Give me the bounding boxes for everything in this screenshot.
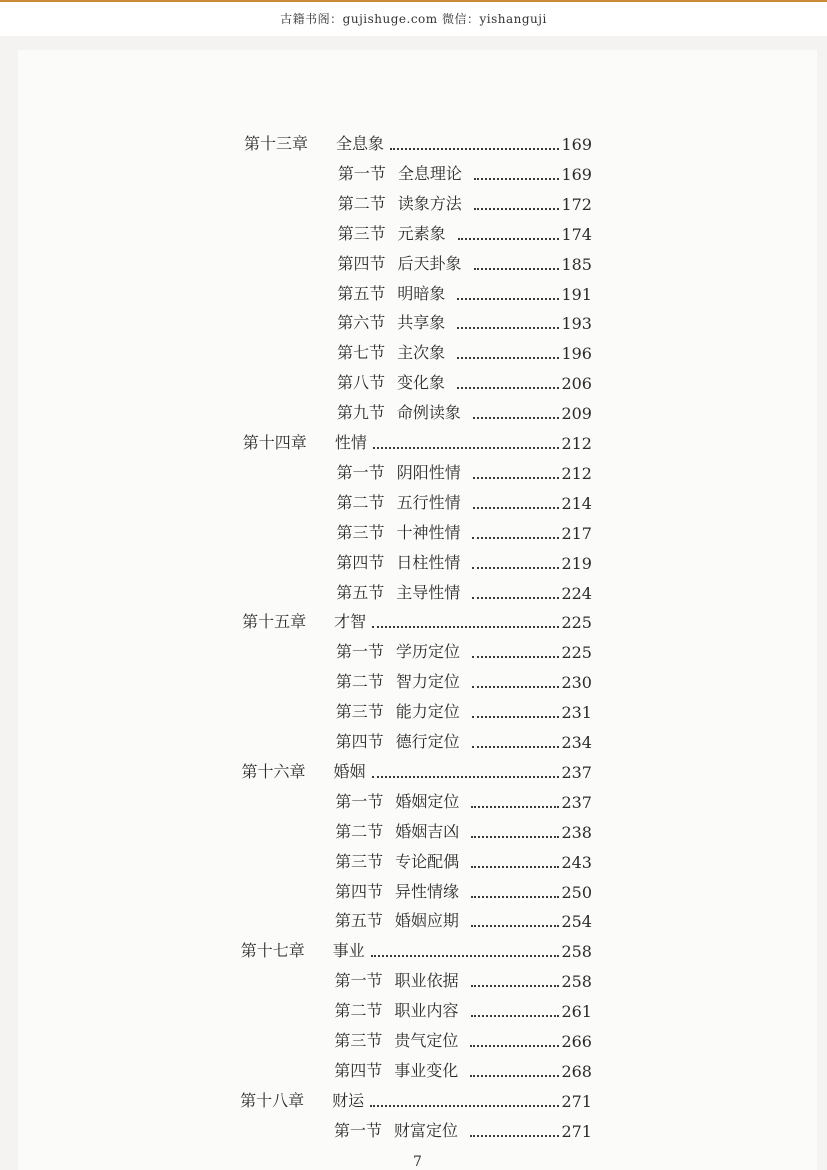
page-ref: 258 [561, 942, 592, 962]
page-ref: 258 [561, 972, 592, 992]
dot-leader [473, 505, 560, 509]
chapter-number: 第十四章 [242, 433, 307, 452]
dot-leader [390, 146, 559, 150]
section-number: 第二节 [335, 821, 384, 841]
page-ref: 224 [561, 583, 592, 603]
section-title: 职业依据 [394, 971, 459, 991]
page-number: 7 [413, 1154, 422, 1170]
section-number: 第四节 [335, 732, 384, 751]
page-ref: 250 [561, 882, 592, 902]
dot-leader [472, 654, 559, 658]
section-title: 阴阳性情 [396, 462, 461, 482]
page-ref: 185 [561, 254, 592, 274]
section-number: 第八节 [337, 373, 386, 393]
dot-leader [474, 206, 560, 210]
section-title: 婚姻吉凶 [395, 821, 460, 841]
dot-leader [457, 385, 559, 389]
section-title: 婚姻应期 [394, 911, 459, 931]
section-title: 专论配偶 [395, 851, 460, 871]
section-title: 学历定位 [395, 642, 460, 662]
toc-section-row [335, 814, 592, 842]
page-ref: 172 [561, 194, 592, 214]
toc-section-row [338, 246, 592, 274]
toc-section-row [338, 216, 592, 244]
dot-leader [472, 565, 559, 569]
dot-leader [473, 475, 560, 479]
toc-section-row [335, 993, 592, 1021]
section-title: 异性情缘 [395, 881, 460, 901]
page-ref: 214 [561, 493, 592, 513]
toc-chapter-row [241, 754, 592, 782]
page-ref: 219 [561, 553, 592, 573]
chapter-number: 第十五章 [242, 612, 307, 632]
section-title: 德行定位 [395, 732, 460, 751]
chapter-number: 第十七章 [240, 941, 305, 961]
section-title: 主次象 [397, 343, 446, 363]
page-ref: 237 [561, 762, 592, 782]
section-title: 贵气定位 [394, 1031, 459, 1050]
toc-section-row [338, 156, 592, 184]
page-ref: 196 [561, 344, 592, 364]
chapter-title: 财运 [332, 1090, 365, 1110]
page-ref: 212 [561, 434, 592, 453]
dot-leader [471, 923, 560, 927]
dot-leader [371, 953, 560, 957]
section-number: 第七节 [337, 343, 386, 363]
page-ref: 191 [561, 284, 592, 304]
section-number: 第一节 [334, 971, 383, 991]
section-title: 命例读象 [396, 403, 461, 423]
section-title: 后天卦象 [397, 253, 462, 273]
section-title: 智力定位 [395, 672, 460, 692]
section-number: 第二节 [335, 672, 384, 692]
chapter-title: 性情 [334, 433, 367, 452]
dot-leader [473, 415, 560, 419]
toc-section-row [334, 1053, 592, 1081]
toc-chapter-row [241, 933, 592, 961]
section-number: 第四节 [336, 552, 385, 572]
dot-leader [472, 714, 560, 718]
dot-leader [372, 774, 560, 778]
section-number: 第一节 [336, 462, 385, 482]
toc-section-row [334, 1113, 592, 1141]
dot-leader [474, 266, 560, 270]
chapter-number: 第十八章 [240, 1090, 305, 1110]
chapter-title: 全息象 [336, 134, 385, 153]
dot-leader [471, 834, 559, 838]
page-ref: 206 [561, 374, 592, 394]
section-number: 第二节 [336, 492, 385, 512]
section-number: 第四节 [335, 881, 384, 901]
section-title: 职业内容 [394, 1001, 459, 1021]
section-number: 第三节 [335, 851, 384, 871]
section-title: 读象方法 [397, 193, 462, 213]
toc-section-row [335, 903, 592, 931]
dot-leader [457, 355, 559, 359]
toc-chapter-row [240, 1083, 592, 1111]
section-title: 十神性情 [396, 522, 461, 542]
dot-leader [472, 535, 559, 539]
page-ref: 169 [561, 135, 592, 154]
page-ref: 271 [561, 1091, 592, 1111]
section-title: 元素象 [397, 223, 446, 243]
section-number: 第一节 [335, 642, 384, 662]
page-ref: 237 [561, 792, 592, 812]
page-ref: 231 [561, 703, 592, 723]
section-number: 第九节 [336, 403, 385, 423]
section-number: 第三节 [335, 702, 384, 722]
toc-section-row [336, 634, 592, 662]
page-ref: 193 [561, 314, 592, 334]
section-title: 全息理论 [397, 163, 462, 183]
section-number: 第二节 [334, 1001, 383, 1021]
table-of-contents [18, 50, 817, 1170]
dot-leader [471, 1013, 560, 1017]
section-title: 财富定位 [394, 1120, 459, 1140]
dot-leader [457, 325, 559, 329]
toc-section-row [335, 963, 592, 991]
page-ref: 254 [561, 912, 592, 932]
page-ref: 268 [561, 1061, 592, 1081]
section-title: 能力定位 [395, 702, 460, 722]
toc-chapter-row [242, 604, 592, 632]
section-number: 第五节 [334, 911, 383, 931]
toc-section-row [336, 575, 592, 603]
toc-section-row [337, 335, 592, 363]
page-ref: 217 [561, 523, 592, 543]
dot-leader [474, 176, 560, 180]
section-number: 第五节 [336, 582, 385, 602]
chapter-title: 婚姻 [333, 761, 366, 781]
section-number: 第一节 [337, 163, 386, 183]
toc-section-row [336, 664, 592, 692]
toc-section-row [337, 305, 592, 333]
section-title: 日柱性情 [396, 552, 461, 572]
toc-section-row [338, 186, 592, 214]
section-title: 主导性情 [396, 582, 461, 602]
dot-leader [372, 624, 559, 628]
toc-section-row [335, 874, 592, 902]
watermark-text: 古籍书阁：gujishuge.com 微信：yishanguji [280, 12, 547, 26]
section-title: 五行性情 [396, 492, 461, 512]
toc-section-row [336, 694, 592, 722]
section-number: 第五节 [337, 283, 386, 303]
section-title: 变化象 [397, 373, 446, 393]
page-ref: 225 [561, 613, 592, 633]
toc-section-row [335, 844, 592, 872]
toc-section-row [336, 515, 592, 543]
toc-section-row [335, 784, 592, 812]
dot-leader [472, 744, 560, 748]
chapter-title: 事业 [332, 941, 365, 961]
section-number: 第一节 [335, 791, 384, 811]
toc-section-row [337, 455, 592, 483]
dot-leader [370, 1103, 559, 1107]
toc-section-row [336, 724, 592, 752]
dot-leader [458, 236, 560, 240]
section-number: 第三节 [334, 1031, 383, 1050]
page-ref: 234 [561, 733, 592, 752]
page-ref: 230 [561, 673, 592, 693]
toc-section-row [337, 365, 592, 393]
toc-chapter-row [243, 425, 592, 453]
section-number: 第一节 [334, 1120, 383, 1140]
dot-leader [472, 684, 560, 688]
section-number: 第三节 [336, 522, 385, 542]
dot-leader [470, 1043, 559, 1047]
dot-leader [470, 1133, 559, 1137]
dot-leader [471, 894, 559, 898]
toc-section-row [337, 395, 592, 423]
page-ref: 212 [561, 463, 592, 483]
section-number: 第二节 [337, 193, 386, 213]
section-title: 事业变化 [394, 1060, 459, 1080]
page-ref: 243 [561, 852, 592, 872]
header-bar [0, 0, 827, 36]
dot-leader [373, 445, 560, 449]
toc-chapter-row [244, 126, 592, 154]
section-title: 明暗象 [397, 283, 446, 303]
page-ref: 238 [561, 822, 592, 842]
chapter-title: 才智 [334, 612, 367, 632]
page-ref: 261 [561, 1002, 592, 1022]
section-title: 共享象 [397, 313, 446, 333]
dot-leader [470, 1073, 559, 1077]
page-ref: 271 [561, 1121, 592, 1141]
dot-leader [472, 595, 559, 599]
toc-section-row [334, 1023, 592, 1051]
dot-leader [457, 296, 559, 300]
toc-section-row [337, 485, 592, 513]
dot-leader [471, 983, 560, 987]
page-ref: 209 [561, 404, 592, 424]
page-ref: 169 [561, 164, 592, 184]
page-ref: 225 [561, 643, 592, 663]
toc-section-row [337, 276, 592, 304]
toc-section-row [336, 545, 592, 573]
chapter-number: 第十六章 [241, 761, 306, 781]
section-title: 婚姻定位 [395, 791, 460, 811]
dot-leader [471, 804, 559, 808]
dot-leader [471, 864, 559, 868]
section-number: 第六节 [337, 313, 386, 333]
page-ref: 266 [561, 1032, 592, 1051]
section-number: 第四节 [337, 253, 386, 273]
book-page [18, 50, 817, 1170]
page-ref: 174 [561, 224, 592, 244]
section-number: 第四节 [334, 1060, 383, 1080]
section-number: 第三节 [337, 223, 386, 243]
chapter-number: 第十三章 [244, 134, 309, 153]
